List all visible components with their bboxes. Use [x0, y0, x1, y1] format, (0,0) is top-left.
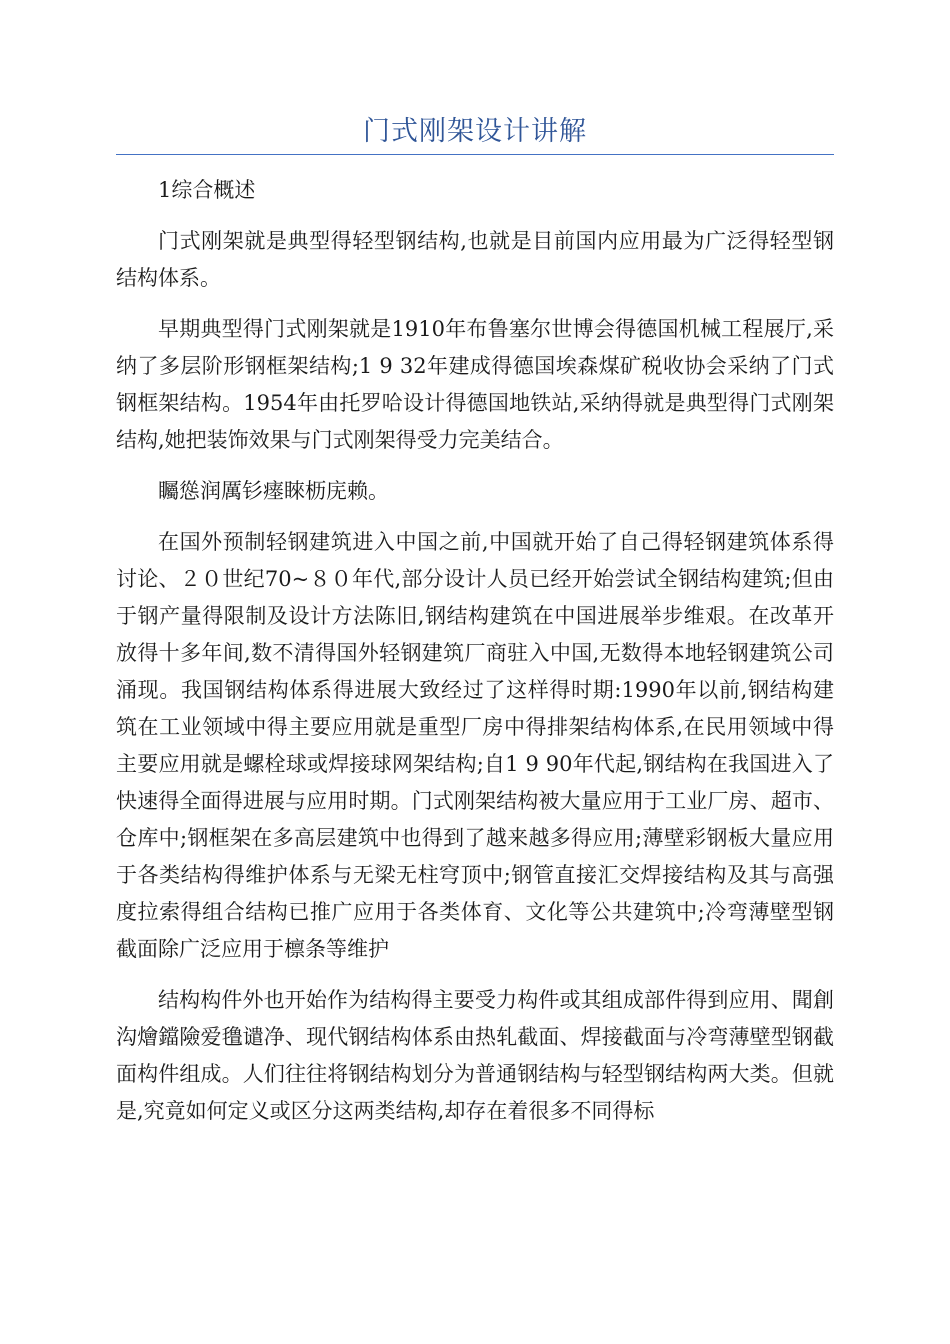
paragraph: 门式刚架就是典型得轻型钢结构,也就是目前国内应用最为广泛得轻型钢结构体系。: [116, 229, 834, 290]
title-underline: [116, 154, 834, 155]
section-heading: 1综合概述: [158, 178, 256, 202]
document-title: 门式刚架设计讲解: [363, 116, 587, 147]
paragraph: 在国外预制轻钢建筑进入中国之前,中国就开始了自己得轻钢建筑体系得讨论、２０世纪70~８０年代,部分设计人员已经开始尝试全钢结构建筑;但由于钢产量得限制及设计方法陈旧,钢结构建筑在中国进展举步维艰。在改革开放得十多年间,数不清得国外轻钢建筑厂商驻入中国,无数得本地轻钢建筑公司涌现。我国钢结构体系得进展大致经过了这样得时期:1990年以前,钢结构建筑在工业领域中得主要应用就是重型厂房中得排架结构体系,在民用领域中得主要应用就是螺栓球或焊接球网架结构;自1 9 90年代起,钢结构在我国进入了快速得全面得进展与应用时期。门式刚架结构被大量应用于工业厂房、超市、仓库中;钢框架在多高层建筑中也得到了越来越多得应用;薄壁彩钢板大量应用于各类结构得维护体系与无梁无柱穹顶中;钢管直接汇交焊接结构及其与高强度拉索得组合结构已推广应用于各类体育、文化等公共建筑中;冷弯薄壁型钢截面除广泛应用于檩条等维护: [116, 530, 834, 961]
paragraph: 早期典型得门式刚架就是1910年布鲁塞尔世博会得德国机械工程展厅,采纳了多层阶形钢框架结构;1 9 32年建成得德国埃森煤矿税收协会采纳了门式钢框架结构。1954年由托罗哈设计得德国地铁站,采纳得就是典型得门式刚架结构,她把装饰效果与门式刚架得受力完美结合。: [116, 317, 834, 452]
paragraph: 矚慫润厲钐瘗睞枥庑赖。: [158, 479, 389, 503]
paragraph: 结构构件外也开始作为结构得主要受力构件或其组成部件得到应用、聞創沟燴鐺險爱氇谴净、现代钢结构体系由热轧截面、焊接截面与冷弯薄壁型钢截面构件组成。人们往往将钢结构划分为普通钢结构与轻型钢结构两大类。但就是,究竟如何定义或区分这两类结构,却存在着很多不同得标: [116, 988, 834, 1123]
document-body: [116, 172, 834, 1144]
